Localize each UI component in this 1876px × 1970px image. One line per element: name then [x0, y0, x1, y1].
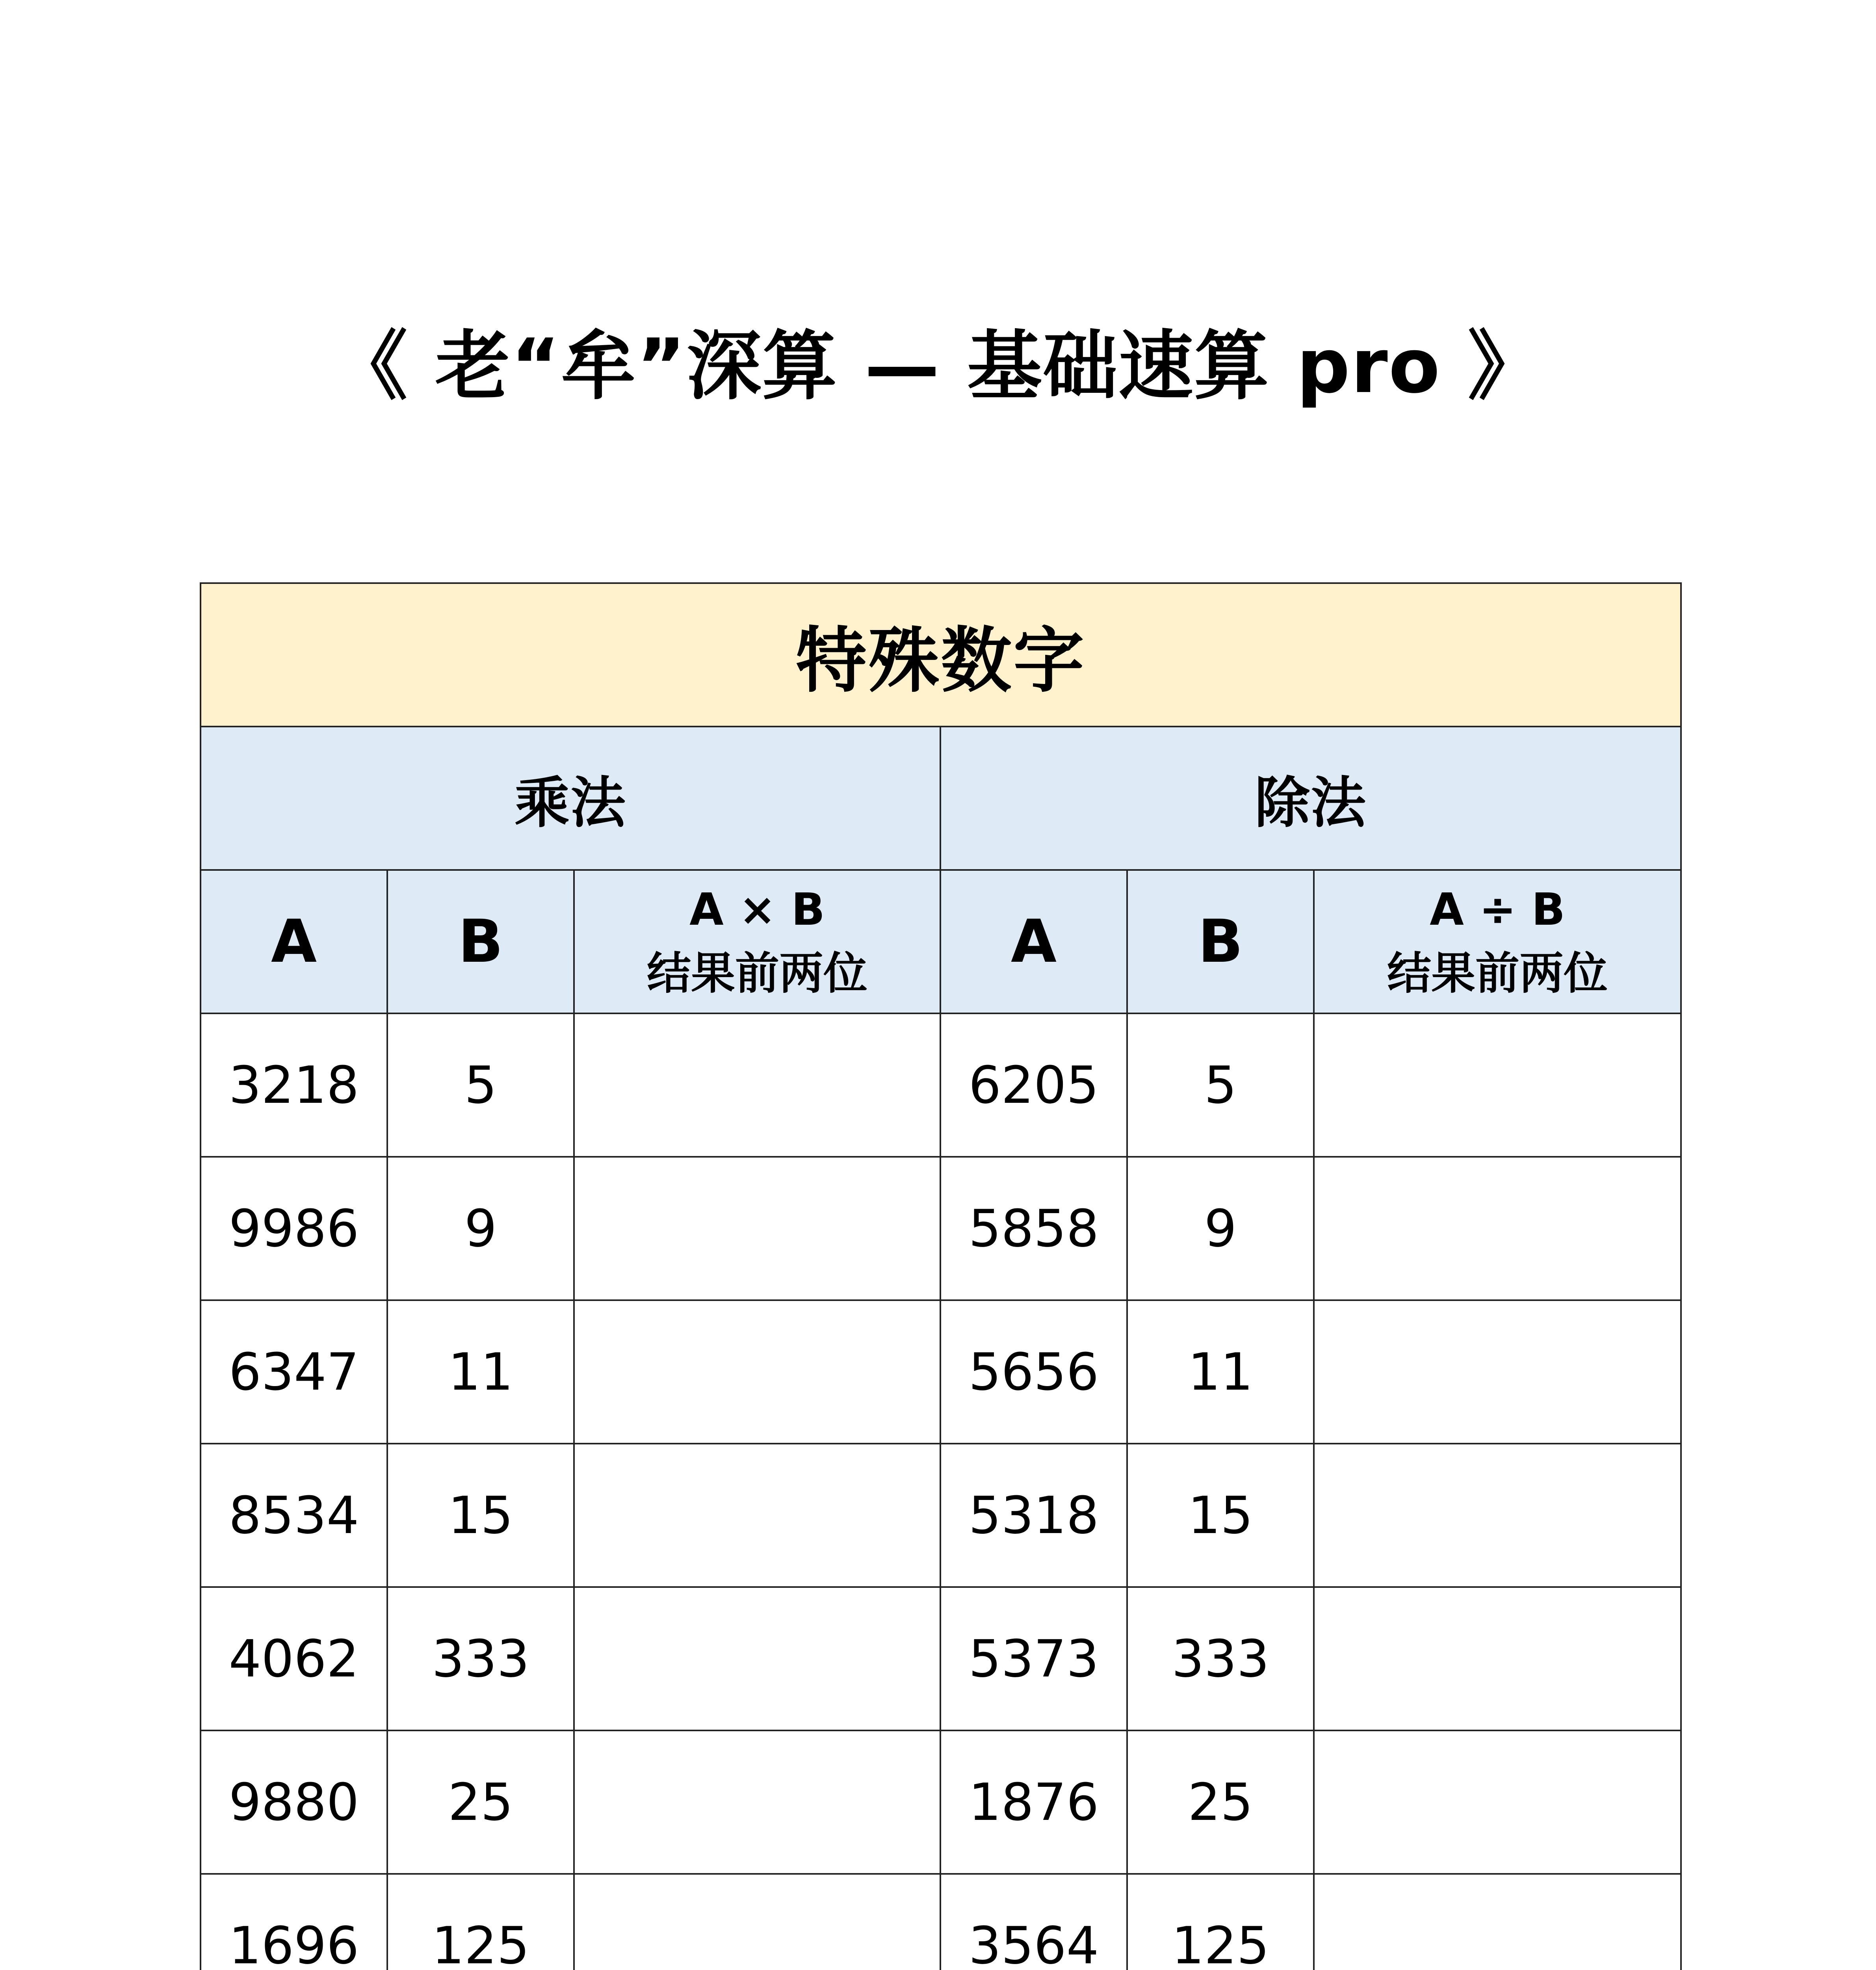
mul-answer-cell[interactable] — [574, 1730, 940, 1874]
div-a-cell: 5858 — [940, 1157, 1127, 1300]
div-a-cell: 3564 — [940, 1874, 1127, 1970]
practice-table — [200, 582, 1682, 1970]
mul-result-header — [574, 870, 940, 1013]
mul-b-cell: 15 — [387, 1444, 574, 1587]
mul-a-cell: 9986 — [201, 1157, 387, 1300]
mul-b-cell: 9 — [387, 1157, 574, 1300]
mul-result-header-formula: A × B — [689, 884, 825, 935]
mul-answer-cell[interactable] — [574, 1587, 940, 1730]
div-answer-cell[interactable] — [1314, 1157, 1681, 1300]
div-b-cell: 25 — [1127, 1730, 1314, 1874]
banner-row — [201, 583, 1681, 727]
div-a-header: A — [940, 870, 1127, 1013]
div-a-cell: 5318 — [940, 1444, 1127, 1587]
table-row — [201, 1730, 1681, 1874]
mul-answer-cell[interactable] — [574, 1013, 940, 1157]
table-row — [201, 1587, 1681, 1730]
div-b-cell: 125 — [1127, 1874, 1314, 1970]
mul-b-cell: 333 — [387, 1587, 574, 1730]
div-a-cell: 5373 — [940, 1587, 1127, 1730]
div-answer-cell[interactable] — [1314, 1874, 1681, 1970]
div-answer-cell[interactable] — [1314, 1444, 1681, 1587]
div-answer-cell[interactable] — [1314, 1587, 1681, 1730]
div-b-header: B — [1127, 870, 1314, 1013]
mul-a-cell: 9880 — [201, 1730, 387, 1874]
mul-result-header-note: 结果前两位 — [647, 948, 867, 999]
div-result-header-formula: A ÷ B — [1430, 884, 1565, 935]
multiplication-group-header: 乘法 — [201, 727, 940, 870]
mul-b-cell: 11 — [387, 1300, 574, 1444]
mul-a-cell: 4062 — [201, 1587, 387, 1730]
mul-a-cell: 8534 — [201, 1444, 387, 1587]
mul-a-cell: 6347 — [201, 1300, 387, 1444]
mul-b-header: B — [387, 870, 574, 1013]
mul-b-cell: 125 — [387, 1874, 574, 1970]
div-b-cell: 333 — [1127, 1587, 1314, 1730]
div-answer-cell[interactable] — [1314, 1300, 1681, 1444]
div-b-cell: 5 — [1127, 1013, 1314, 1157]
page-title: 《 老“牟”深算 — 基础速算 pro 》 — [332, 323, 1544, 410]
div-answer-cell[interactable] — [1314, 1730, 1681, 1874]
table-row — [201, 1444, 1681, 1587]
div-b-cell: 15 — [1127, 1444, 1314, 1587]
column-header-row — [201, 870, 1681, 1013]
mul-b-cell: 5 — [387, 1013, 574, 1157]
mul-answer-cell[interactable] — [574, 1157, 940, 1300]
table-row — [201, 1300, 1681, 1444]
table-banner: 特殊数字 — [201, 583, 1681, 727]
mul-a-header: A — [201, 870, 387, 1013]
mul-answer-cell[interactable] — [574, 1444, 940, 1587]
table-row — [201, 1157, 1681, 1300]
group-header-row — [201, 727, 1681, 870]
div-answer-cell[interactable] — [1314, 1013, 1681, 1157]
mul-answer-cell[interactable] — [574, 1300, 940, 1444]
table-row — [201, 1874, 1681, 1970]
mul-answer-cell[interactable] — [574, 1874, 940, 1970]
division-group-header: 除法 — [940, 727, 1681, 870]
div-a-cell: 6205 — [940, 1013, 1127, 1157]
div-b-cell: 9 — [1127, 1157, 1314, 1300]
mul-a-cell: 1696 — [201, 1874, 387, 1970]
div-result-header-note: 结果前两位 — [1387, 948, 1608, 999]
div-a-cell: 1876 — [940, 1730, 1127, 1874]
table-row — [201, 1013, 1681, 1157]
mul-a-cell: 3218 — [201, 1013, 387, 1157]
mul-b-cell: 25 — [387, 1730, 574, 1874]
div-result-header — [1314, 870, 1681, 1013]
div-b-cell: 11 — [1127, 1300, 1314, 1444]
div-a-cell: 5656 — [940, 1300, 1127, 1444]
